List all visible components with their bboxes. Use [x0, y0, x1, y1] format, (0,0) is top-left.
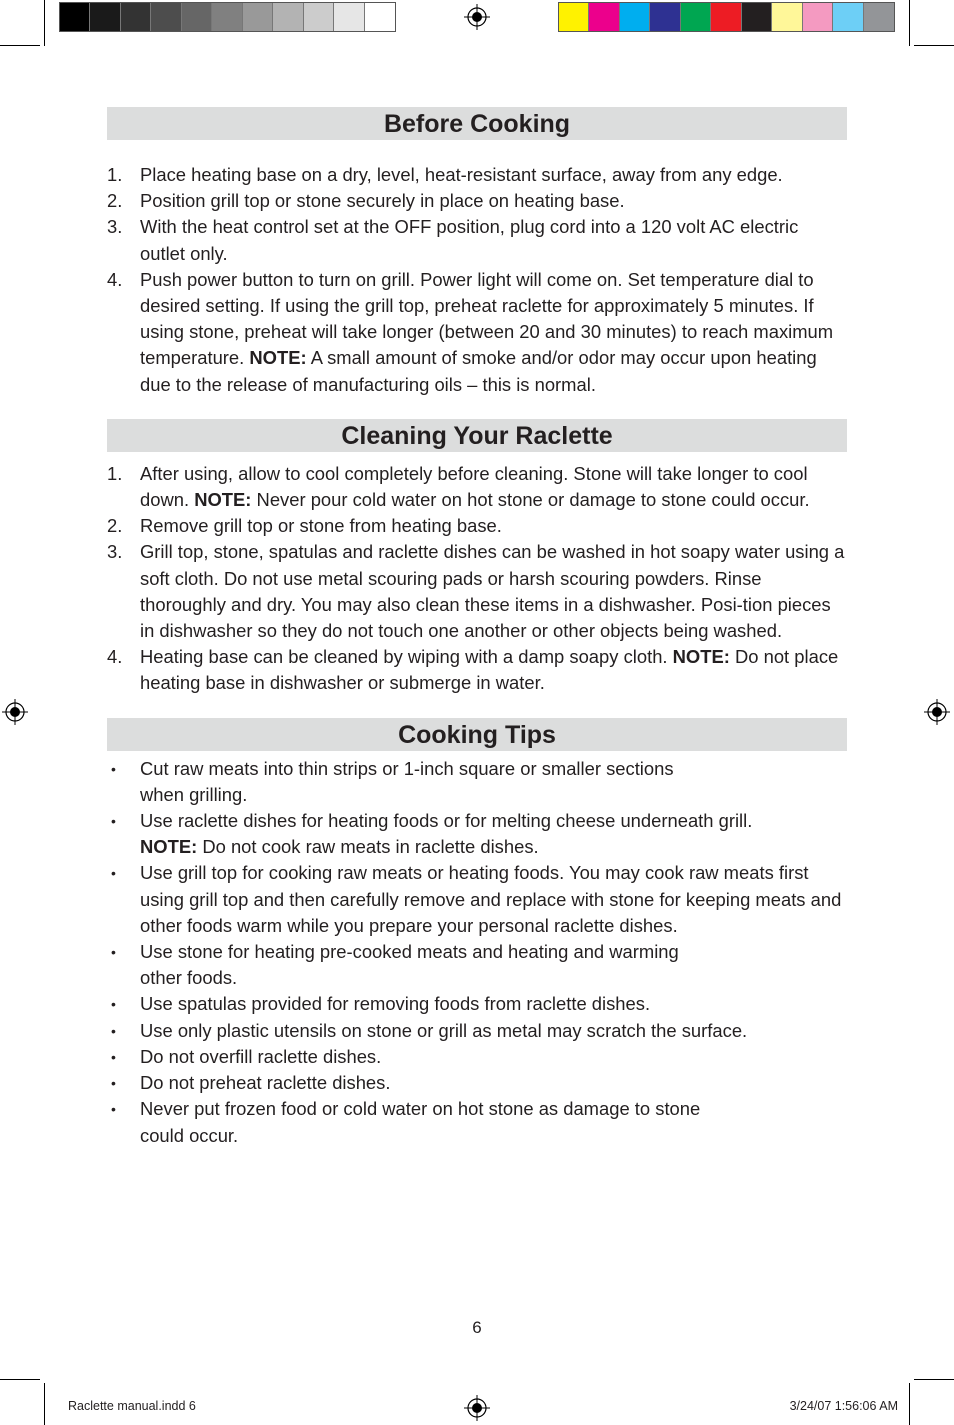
color-swatch	[742, 3, 772, 31]
bullet-icon: •	[111, 760, 116, 777]
bullet-icon: •	[111, 944, 116, 961]
color-swatch	[212, 3, 242, 31]
list-item: • Use raclette dishes for heating foods or for melting cheese underneath grill. NOTE: Do not cook raw meats in raclette dishes.	[111, 810, 753, 858]
color-swatch	[151, 3, 181, 31]
list-item: • Cut raw meats into thin strips or 1-inch square or smaller sections when grilling.	[111, 757, 674, 805]
list-item: 3. With the heat control set at the OFF position, plug cord into a 120 volt AC electric outlet only.	[107, 216, 799, 264]
crop-mark	[914, 45, 954, 46]
section-heading-cleaning: Cleaning Your Raclette	[107, 419, 847, 452]
section-heading-cooking-tips: Cooking Tips	[107, 718, 847, 751]
list-item: 4. Push power button to turn on grill. Power light will come on. Set temperature dial to desired setting. If using the grill top, preheat raclette for approximately 5 minutes. If using stone, preheat will take longer (between 20 and 30 minutes) to reach maximum temperature. NOTE: A small amount of smoke and/or odor may occur upon heating due to the release of manufacturing oils – this is normal.	[107, 268, 834, 395]
list-item: • Use only plastic utensils on stone or grill as metal may scratch the surface.	[107, 1018, 847, 1044]
section-heading-before-cooking: Before Cooking	[107, 107, 847, 140]
note-label: NOTE:	[194, 489, 252, 511]
list-item: 1. Place heating base on a dry, level, heat-resistant surface, away from any edge.	[107, 164, 783, 185]
color-swatch	[681, 3, 711, 31]
color-swatch	[833, 3, 863, 31]
color-swatch	[772, 3, 802, 31]
color-swatch	[182, 3, 212, 31]
color-swatch	[90, 3, 120, 31]
gray-swatch-bar	[59, 2, 396, 32]
crop-mark	[914, 1379, 954, 1380]
color-swatch	[711, 3, 741, 31]
note-label: NOTE:	[249, 347, 307, 369]
before-cooking-list	[107, 162, 847, 398]
list-item: • Never put frozen food or cold water on hot stone as damage to stone could occur.	[111, 1098, 701, 1146]
color-swatch-bar	[558, 2, 895, 32]
bullet-icon: •	[111, 865, 116, 882]
bullet-icon: •	[111, 1075, 116, 1092]
list-item: • Use spatulas provided for removing foods from raclette dishes.	[107, 991, 847, 1017]
manual-page-content	[107, 107, 847, 1149]
color-swatch	[559, 3, 589, 31]
crop-mark	[909, 1383, 910, 1425]
color-swatch	[60, 3, 90, 31]
color-swatch	[365, 3, 395, 31]
list-item: 2. Position grill top or stone securely in place on heating base.	[107, 190, 625, 212]
list-item: • Do not preheat raclette dishes.	[107, 1070, 847, 1096]
bullet-icon: •	[111, 1101, 116, 1118]
list-item: 1. After using, allow to cool completely before cleaning. Stone will take longer to cool down. NOTE: Never pour cold water on hot stone or damage to stone could occur.	[107, 462, 810, 511]
print-timestamp: 3/24/07 1:56:06 AM	[789, 1399, 898, 1413]
note-label: NOTE:	[672, 646, 730, 668]
note-label: NOTE:	[140, 836, 198, 858]
color-swatch	[304, 3, 334, 31]
page-number: 6	[472, 1318, 482, 1337]
bullet-icon: •	[111, 1022, 116, 1039]
list-item: 3. Grill top, stone, spatulas and raclette dishes can be washed in hot soapy water using a soft cloth. Do not use metal scouring pads or harsh scouring powders. Rinse thoroughly and dry. You may also clean these items in a dishwasher. Posi-tion pieces in dishwasher so they do not touch one another or other objects being washed.	[107, 541, 845, 642]
color-swatch	[334, 3, 364, 31]
crop-mark	[0, 1379, 40, 1380]
crop-mark	[44, 1383, 45, 1425]
cleaning-list	[107, 461, 847, 697]
file-slug: Raclette manual.indd 6	[68, 1399, 196, 1413]
color-swatch	[650, 3, 680, 31]
bullet-icon: •	[111, 813, 116, 830]
registration-mark-icon	[464, 1395, 490, 1421]
crop-mark	[0, 45, 40, 46]
color-swatch	[803, 3, 833, 31]
list-item: • Use grill top for cooking raw meats or heating foods. You may cook raw meats first using grill top and then carefully remove and replace with stone for keeping meats and other foods warm while you prepare your personal raclette dishes.	[111, 862, 842, 936]
color-swatch	[243, 3, 273, 31]
registration-mark-icon	[2, 699, 28, 725]
list-item: • Do not overfill raclette dishes.	[107, 1044, 847, 1070]
color-swatch	[864, 3, 894, 31]
color-swatch	[121, 3, 151, 31]
crop-mark	[44, 0, 45, 46]
registration-mark-icon	[924, 699, 950, 725]
list-item: 2. Remove grill top or stone from heating base.	[107, 515, 502, 537]
color-swatch	[620, 3, 650, 31]
registration-mark-icon	[464, 4, 490, 30]
bullet-icon: •	[111, 1048, 116, 1065]
bullet-icon: •	[111, 996, 116, 1013]
color-swatch	[273, 3, 303, 31]
list-item: 4. Heating base can be cleaned by wiping with a damp soapy cloth. NOTE: Do not place heating base in dishwasher or submerge in water.	[107, 646, 839, 694]
crop-mark	[909, 0, 910, 46]
color-swatch	[589, 3, 619, 31]
list-item: • Use stone for heating pre-cooked meats and heating and warming other foods.	[111, 941, 679, 989]
cooking-tips-list	[107, 756, 847, 1149]
